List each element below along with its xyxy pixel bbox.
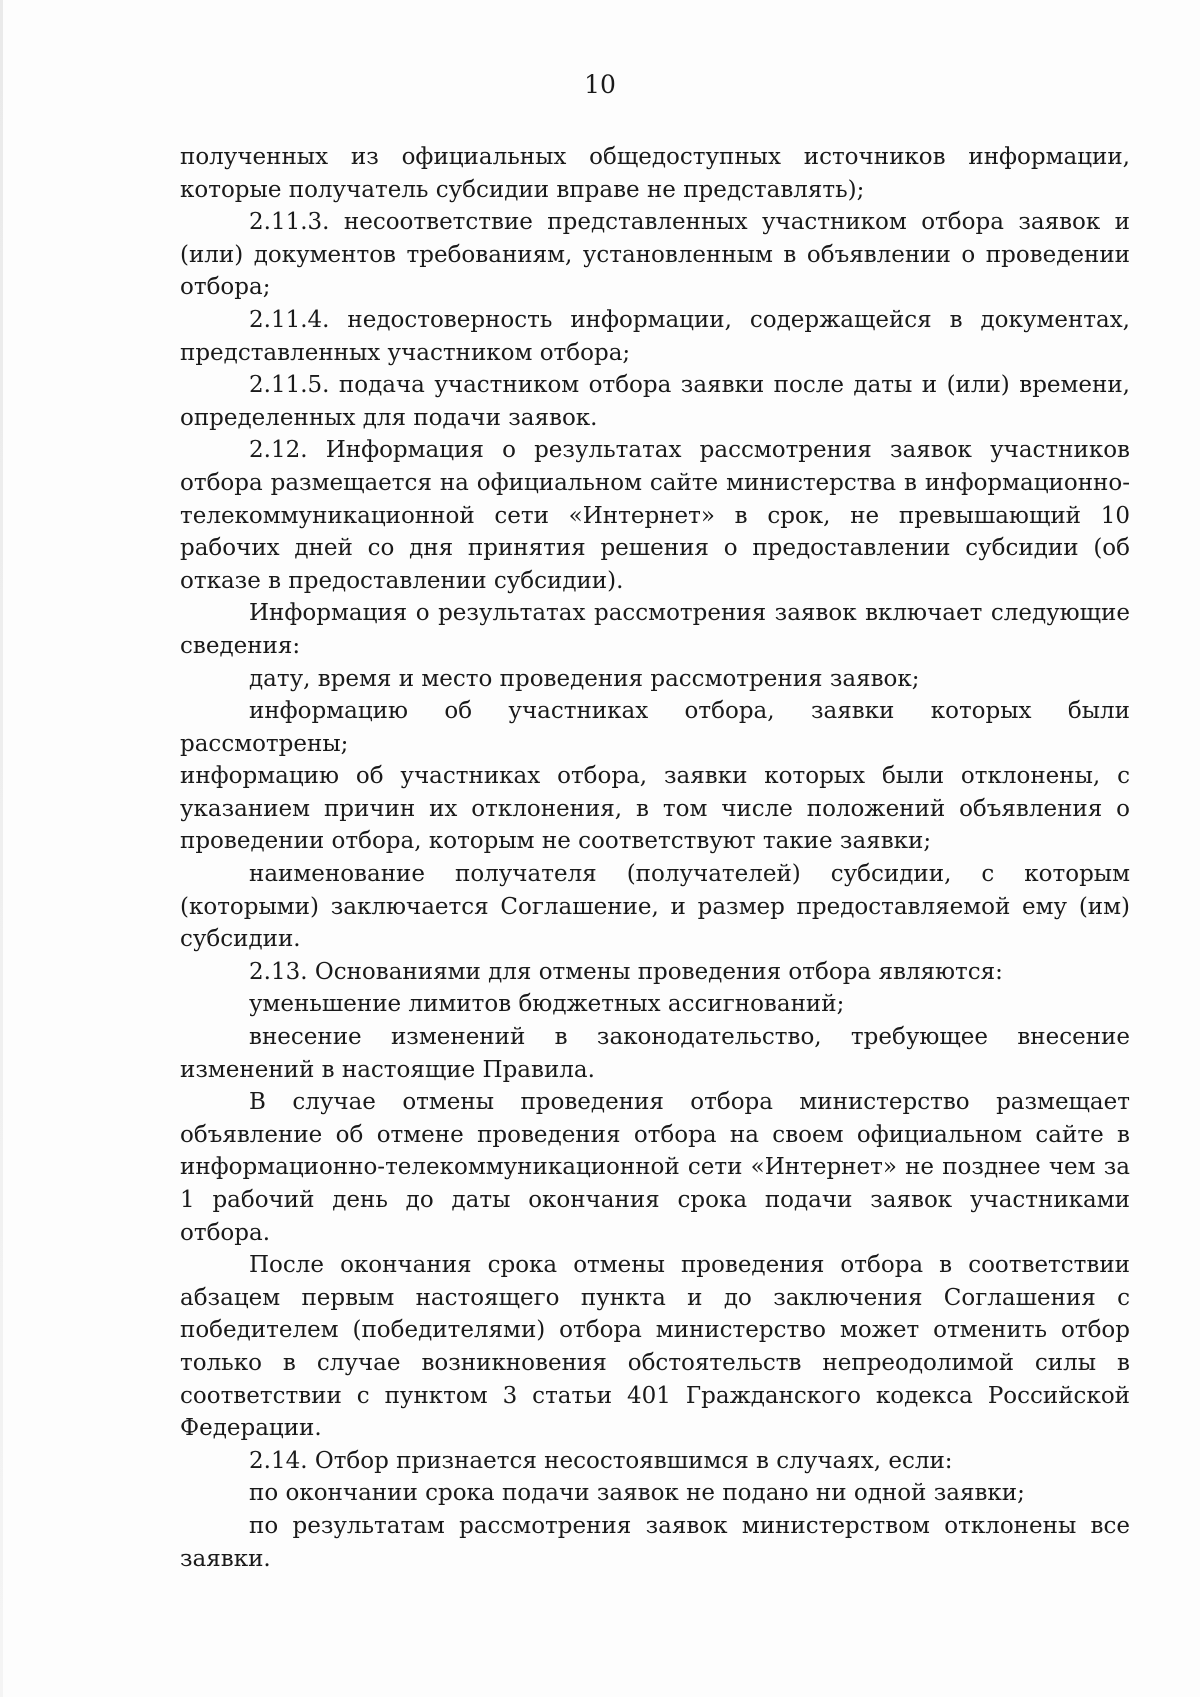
paragraph-recipient-name: наименование получателя (получателей) субсидии, с которым (которыми) заключается Соглашение, и размер предоставляемой ему (им) субсидии. [180,861,1130,953]
paragraph-date-time-place: дату, время и место проведения рассмотрения заявок; [249,665,920,692]
paragraph-2-11-5: 2.11.5. подача участником отбора заявки после даты и (или) времени, определенных для подачи заявок. [180,372,1130,431]
paragraph-2-11-3: 2.11.3. несоответствие представленных участником отбора заявок и (или) документов требованиям, установленным в объявлении о проведении отбора; [180,209,1130,301]
document-body [180,141,1130,1575]
paragraph-2-12: 2.12. Информация о результатах рассмотрения заявок участников отбора размещается на официальном сайте министерства в информационно-телекоммуникационной сети «Интернет» в срок, не превышающий 10 рабочих дней со дня принятия решения о предоставлении субсидии (об отказе в предоставлении субсидии). [180,437,1130,594]
scan-edge [0,0,3,1697]
paragraph-cancellation-notice: В случае отмены проведения отбора министерство размещает объявление об отмене проведения отбора на своем официальном сайте в информационно-телекоммуникационной сети «Интернет» не позднее чем за 1 рабочий день до даты окончания срока подачи заявок участниками отбора. [180,1089,1130,1246]
paragraph-budget-limits: уменьшение лимитов бюджетных ассигнований; [249,991,845,1018]
page-number: 10 [584,70,616,99]
paragraph-2-13: 2.13. Основаниями для отмены проведения отбора являются: [249,958,1003,985]
paragraph-2-11-4: 2.11.4. недостоверность информации, содержащейся в документах, представленных участником отбора; [180,306,1130,366]
paragraph-participants-reviewed: информацию об участниках отбора, заявки которых были рассмотрены; [180,698,1130,757]
paragraph-all-rejected: по результатам рассмотрения заявок министерством отклонены все заявки. [180,1512,1130,1572]
paragraph-legislation-changes: внесение изменений в законодательство, требующее внесение изменений в настоящие Правила. [180,1024,1130,1083]
paragraph-no-applications: по окончании срока подачи заявок не подано ни одной заявки; [249,1480,1025,1507]
paragraph-continuation: полученных из официальных общедоступных источников информации, которые получатель субсидии вправе не представлять); [180,144,1130,203]
paragraph-after-cancellation-deadline: После окончания срока отмены проведения отбора в соответствии абзацем первым настоящего пункта и до заключения Соглашения с победителем (победителями) отбора министерство может отменить отбор только в случае возникновения обстоятельств непреодолимой силы в соответствии с пунктом 3 статьи 401 Гражданского кодекса Российской Федерации. [180,1252,1130,1442]
paragraph-participants-rejected: информацию об участниках отбора, заявки которых были отклонены, с указанием причин их отклонения, в том числе положений объявления о проведении отбора, которым не соответствуют такие заявки; [180,763,1130,855]
paragraph-2-14: 2.14. Отбор признается несостоявшимся в случаях, если: [249,1447,953,1474]
paragraph-results-info: Информация о результатах рассмотрения заявок включает следующие сведения: [180,600,1130,659]
